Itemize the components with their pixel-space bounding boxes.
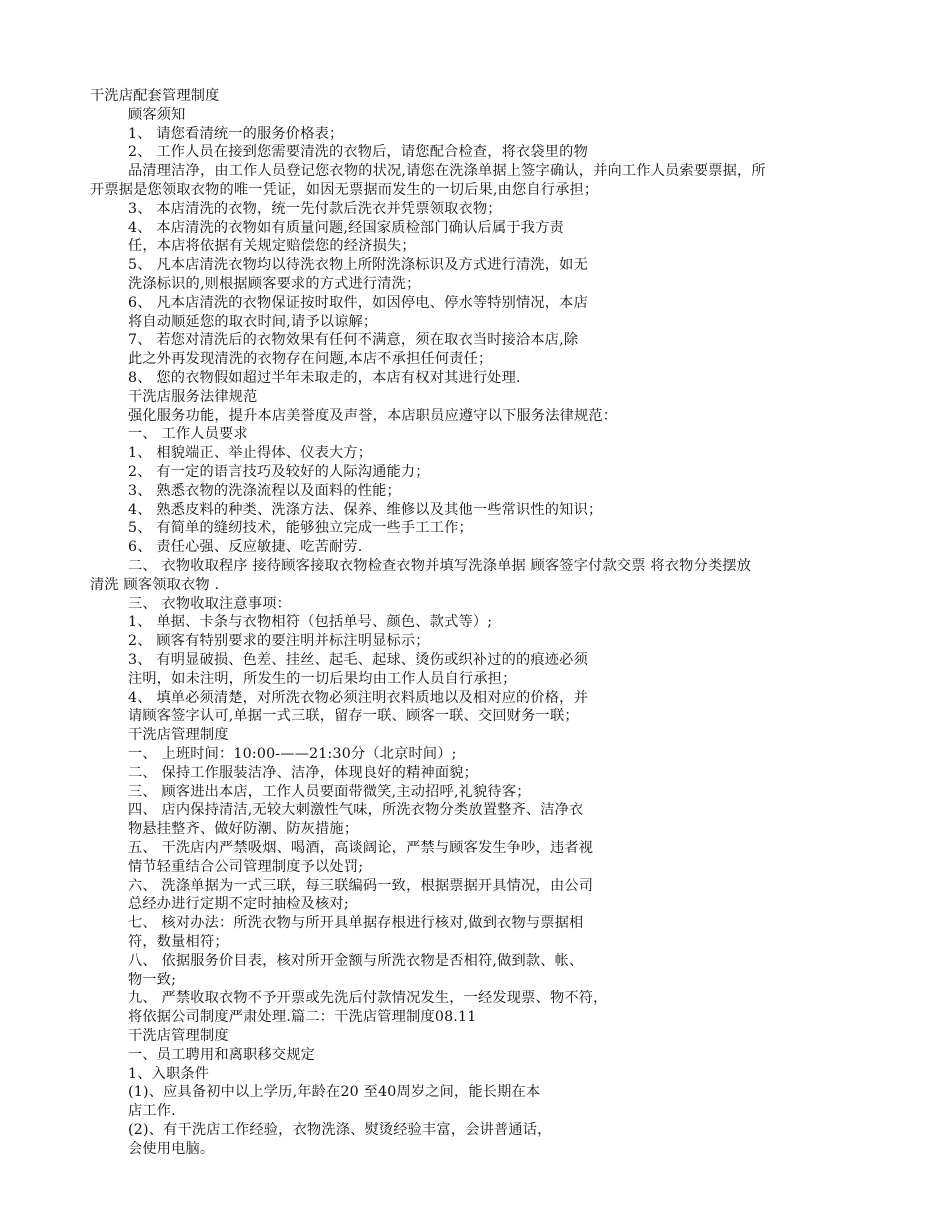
text-line: 4、 填单必须清楚，对所洗衣物必须注明衣料质地以及相对应的价格，并 [128,689,588,706]
text-line: 清洗 顾客领取衣物 . [90,576,220,593]
text-line: 物悬挂整齐、做好防潮、防灰措施； [128,821,359,838]
text-line: 1、 相貌端正、举止得体、仪表大方； [128,445,373,462]
text-line: 情节轻重结合公司管理制度予以处罚; [128,858,364,875]
text-line: 洗涤标识的,则根据顾客要求的方式进行清洗； [128,276,421,292]
text-line: 1、 单据、卡条与衣物相符（包括单号、颜色、款式等）; [128,614,493,631]
text-line: 将依据公司制度严肃处理.篇二：干洗店管理制度08.11 [128,1009,477,1026]
text-line: 三、 衣物收取注意事项： [128,595,291,612]
text-line: 五、 干洗店内严禁吸烟、喝酒，高谈阔论，严禁与顾客发生争吵，违者视 [128,840,594,856]
text-line: 1、入职条件 [128,1065,210,1082]
text-line: 7、 若您对清洗后的衣物效果有任何不满意，须在取衣当时接洽本店,除 [128,332,579,349]
text-line: 4、 熟悉皮料的种类、洗涤方法、保养、维修以及其他一些常识性的知识； [128,501,603,518]
text-line: 六、 洗涤单据为一式三联，每三联编码一致，根据票据开具情况，由公司 [128,877,594,894]
text-line: 顾客须知 [128,106,186,123]
text-line: 八、 依据服务价目表，核对所开金额与所洗衣物是否相符,做到款、帐、 [128,952,584,969]
text-line: 5、 有简单的缝纫技术，能够独立完成一些手工工作； [128,520,473,537]
text-line: 一、 上班时间：10:00-——21:30分（北京时间）; [128,746,457,762]
text-line: 一、 工作人员要求 [128,426,248,443]
text-line: (1)、应具备初中以上学历,年龄在20 至40周岁之间，能长期在本 [128,1084,541,1101]
text-line: 二、 保持工作服装洁净、洁净，体现良好的精神面貌； [128,764,479,781]
text-line: 九、 严禁收取衣物不予开票或先洗后付款情况发生，一经发现票、物不符， [128,990,608,1007]
text-line: 三、 顾客进出本店，工作人员要面带微笑,主动招呼,礼貌待客； [128,783,531,800]
text-line: 8、 您的衣物假如超过半年未取走的，本店有权对其进行处理. [128,370,521,386]
text-line: 二、 衣物收取程序 接待顾客接取衣物检查衣物并填写洗涤单据 顾客签字付款交票 将衣物分类摆放 [128,558,752,574]
text-line: 此之外再发现清洗的衣物存在问题,本店不承担任何责任； [128,351,493,368]
text-line: 6、 凡本店清洗的衣物保证按时取件，如因停电、停水等特别情况，本店 [128,294,588,311]
text-line: (2)、有干洗店工作经验，衣物洗涤、熨烫经验丰富，会讲普通话， [128,1122,552,1138]
text-line: 强化服务功能，提升本店美誉度及声誉，本店职员应遵守以下服务法律规范： [128,407,618,424]
text-line: 干洗店管理制度 [128,727,229,744]
text-line: 2、 顾客有特别要求的要注明并标注明显标示； [128,633,430,650]
text-line: 干洗店配套管理制度 [90,88,220,104]
text-line: 注明，如未注明，所发生的一切后果均由工作人员自行承担； [128,670,517,687]
text-line: 七、 核对办法：所洗衣物与所开具单据存根进行核对,做到衣物与票据相 [128,915,584,932]
text-line: 4、 本店清洗的衣物如有质量问题,经国家质检部门确认后属于我方责 [128,219,564,236]
text-line: 任，本店将依据有关规定赔偿您的经济损失； [128,238,416,255]
text-line: 3、 熟悉衣物的洗涤流程以及面料的性能； [128,482,401,499]
text-line: 四、 店内保持清洁,无较大刺激性气味，所洗衣物分类放置整齐、洁净衣 [128,802,584,819]
text-line: 1、 请您看清统一的服务价格表； [128,125,344,142]
text-line: 3、 有明显破损、色差、挂丝、起毛、起球、烫伤或织补过的的痕迹必须 [128,652,588,668]
text-line: 物一致; [128,971,177,988]
text-line: 符，数量相符； [128,934,229,950]
text-line: 5、 凡本店清洗衣物均以待洗衣物上所附洗涤标识及方式进行清洗，如无 [128,257,588,274]
text-line: 会使用电脑。 [128,1140,215,1157]
text-line: 开票据是您领取衣物的唯一凭证，如因无票据而发生的一切后果,由您自行承担； [90,182,599,198]
text-line: 总经办进行定期不定时抽检及核对; [128,896,349,913]
text-line: 6、 责任心强、反应敏捷、吃苦耐劳. [128,539,363,556]
text-line: 干洗店管理制度 [128,1028,229,1044]
text-line: 3、 本店清洗的衣物，统一先付款后洗衣并凭票领取衣物； [128,200,502,217]
text-line: 请顾客签字认可,单据一式三联，留存一联、顾客一联、交回财务一联； [128,708,579,725]
text-line: 品清理洁净，由工作人员登记您衣物的状况,请您在洗涤单据上签字确认，并向工作人员索要票据，所 [128,163,766,180]
text-line: 2、 工作人员在接到您需要清洗的衣物后，请您配合检查，将衣袋里的物 [128,144,588,161]
text-line: 干洗店服务法律规范 [128,388,258,405]
text-line: 2、 有一定的语言技巧及较好的人际沟通能力； [128,464,430,480]
text-line: 一、员工聘用和离职移交规定 [128,1046,316,1063]
text-line: 将自动顺延您的取衣时间,请予以谅解； [128,313,378,330]
text-line: 店工作. [128,1103,176,1120]
